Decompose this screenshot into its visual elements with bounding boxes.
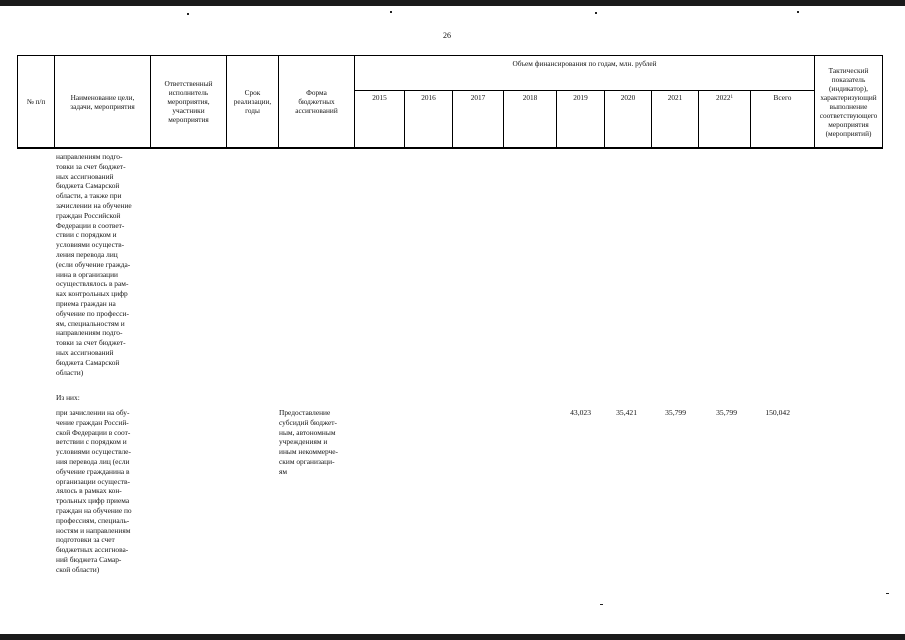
header-col-number: № п/п — [18, 56, 55, 148]
header-col-indicator: Тактический показатель (индикатор), характеризующий выполнение соответствующего мероприятия (мероприятий) — [815, 56, 882, 148]
value-2022: 35,799 — [716, 408, 737, 417]
header-total: Всего — [751, 91, 815, 148]
row-funding-form: Предоставление субсидий бюджет- ным, автономным учреждениям и иным некоммерче- ским организаци- ям — [279, 408, 339, 476]
header-col-name: Наименование цели, задачи, мероприятия — [55, 56, 151, 148]
of-them-label: Из них: — [56, 393, 80, 402]
scan-speck — [595, 12, 597, 14]
scan-speck — [187, 13, 189, 15]
scan-bottom-edge — [0, 634, 905, 640]
header-year-2015: 2015 — [355, 91, 405, 148]
header-year-2022 — [699, 91, 751, 148]
footnote-mark: 1 — [730, 95, 734, 100]
value-2021: 35,799 — [665, 408, 686, 417]
header-year-2016: 2016 — [405, 91, 453, 148]
header-col-executor: Ответственный исполнитель мероприятия, участники мероприятия — [151, 56, 227, 148]
row-name: при зачислении на обу- чение граждан Россий- ской Федерации в соот- ветствии с порядком и условиями осуществле- ния перевода лиц (если обучение гражданина в организации осуществ- лялось в рамках кон- трольных цифр приема граждан на обучение по профессиям, специаль- ностям и направлениям подготовки за счет бюджетных ассигнова- ний бюджета Самар- ской области) — [56, 408, 132, 574]
header-year-2022-label: 2022 — [715, 93, 731, 102]
continuation-text: направлениям подго- товки за счет бюджет- ных ассигнований бюджета Самарской области, а также при зачислении на обучение граждан Российской Федерации в соответ- ствии с порядком и условиями осуществ- ления перевода лиц (если обучение гражда- нина в организации осуществлялось в рам- ках контрольных цифр приема граждан на обучение по професси- ям, специальностям и направлениям подго- товки за счет бюджет- ных ассигнований бюджета Самарской области) — [56, 152, 132, 377]
scan-speck — [797, 11, 799, 13]
table-header — [17, 55, 883, 149]
scan-speck — [390, 11, 392, 13]
page-number: 26 — [443, 31, 451, 40]
header-col-funding: Объем финансирования по годам, млн. рублей — [355, 56, 815, 91]
header-year-2017: 2017 — [453, 91, 504, 148]
header-col-form: Форма бюджетных ассигнований — [279, 56, 355, 148]
header-year-2018: 2018 — [504, 91, 557, 148]
value-2020: 35,421 — [616, 408, 637, 417]
header-year-2020: 2020 — [605, 91, 652, 148]
header-year-2019: 2019 — [557, 91, 605, 148]
header-col-term: Срок реализации, годы — [227, 56, 279, 148]
scan-speck — [886, 593, 889, 594]
scan-top-edge — [0, 0, 905, 6]
value-total: 150,042 — [765, 408, 790, 417]
scan-speck — [600, 604, 603, 605]
value-2019: 43,023 — [570, 408, 591, 417]
header-year-2021: 2021 — [652, 91, 699, 148]
